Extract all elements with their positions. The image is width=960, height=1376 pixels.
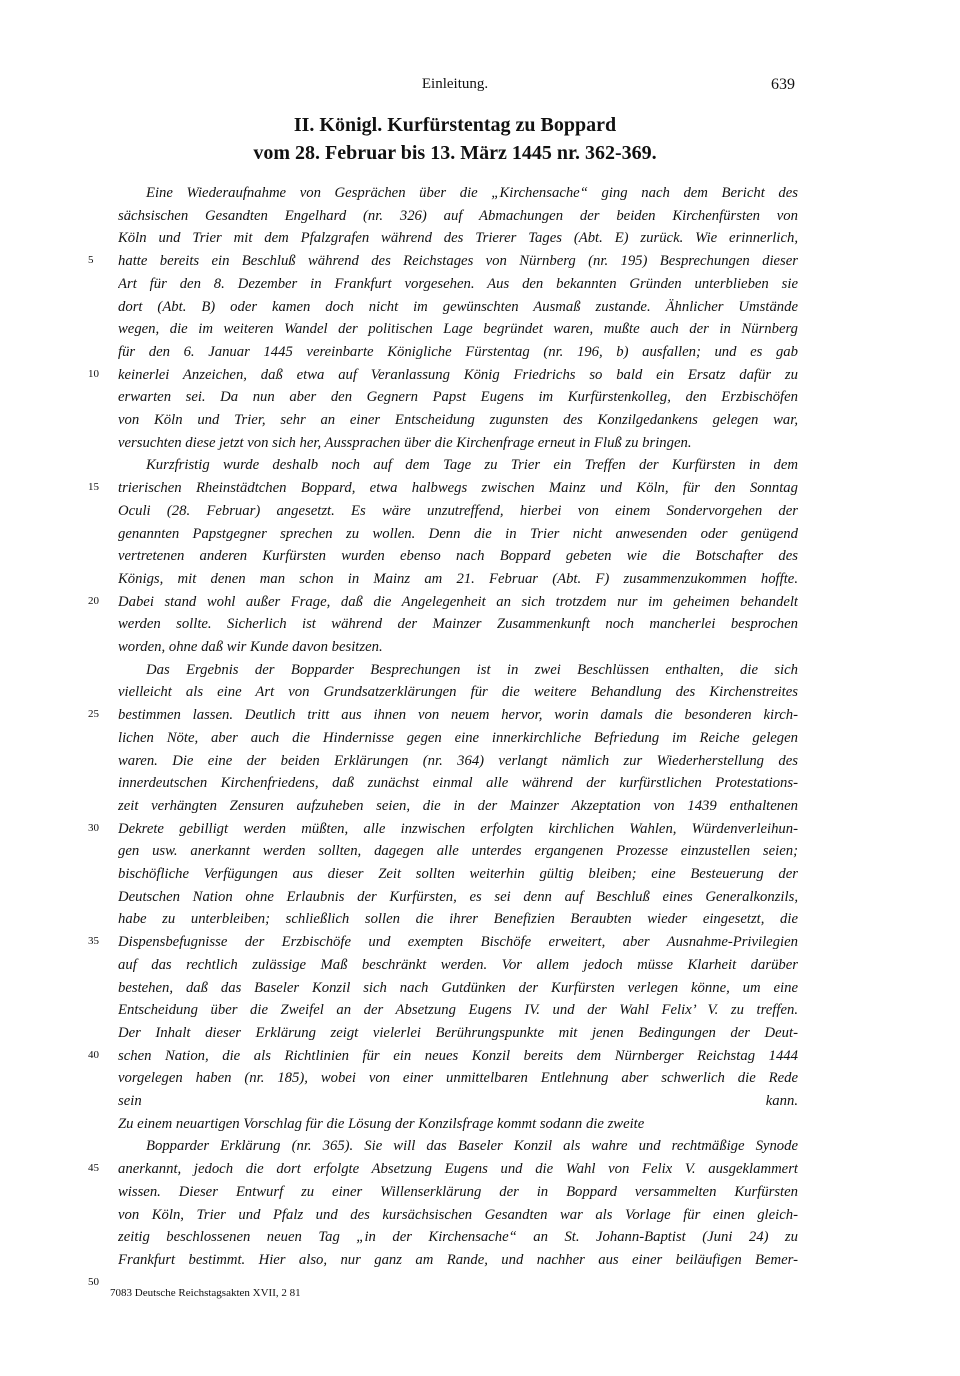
line-number: 10: [88, 367, 99, 380]
line-number: 20: [88, 594, 99, 607]
text-line: Das Ergebnis der Bopparder Besprechungen ist in zwei Beschlüssen enthalten, die sich: [146, 661, 798, 678]
text-line: Köln und Trier mit dem Pfalzgrafen während des Trierer Tages (Abt. E) zurück. Wie erinnerlich,: [118, 230, 798, 247]
text-line: hatte bereits ein Beschluß während des Reichstages von Nürnberg (nr. 195) Besprechungen dieser: [118, 253, 798, 270]
line-number: 45: [88, 1162, 99, 1175]
line-number: 30: [88, 821, 99, 834]
text-line: worden, ohne daß wir Kunde davon besitzen.: [118, 639, 383, 655]
text-line: zeitig beschlossenen neuen Tag „in der Kirchensache“ an St. Johann-Baptist (Juni 24) zu: [118, 1229, 798, 1246]
text-line: wissen. Dieser Entwurf zu einer Willenserklärung der in Boppard versammelten Kurfürsten: [118, 1183, 798, 1200]
text-line: Entscheidung über die Zweifel an der Absetzung Eugens IV. und der Wahl Felix’ V. zu treffen.: [118, 1002, 798, 1019]
text-line: genannten Papstgegner sprechen zu wollen. Denn die in Trier nicht anwesenden oder genügend: [118, 525, 798, 542]
section-heading: II. Königl. Kurfürstentag zu Boppard: [293, 114, 617, 136]
text-line: gen usw. anerkannt werden sollten, dagegen alle unterdes ergangenen Prozesse einzustellen seien;: [118, 843, 798, 860]
text-line: Oculi (28. Februar) angesetzt. Es wäre unzutreffend, hierbei von einem Sondervorgehen der: [118, 502, 798, 519]
text-line: auf das rechtlich zulässige Maß beschränkt werden. Vor allem jedoch müsse Klarheit darüber: [118, 956, 798, 973]
text-line: Dispensbefugnisse der Erzbischöfe und exempten Bischöfe erweitert, aber Ausnahme-Privilegien: [118, 934, 798, 951]
text-line: Frankfurt bestimmt. Hier also, nur ganz am Rande, und nachher aus einer beiläufigen Bemer-: [118, 1251, 798, 1268]
text-line: zeit verhängten Zensuren aufzuheben seien, die in der Mainzer Akzeptation von 1439 enthaltenen: [118, 797, 798, 814]
text-line: Zu einem neuartigen Vorschlag für die Lösung der Konzilsfrage kommt sodann die zweite: [118, 1115, 645, 1132]
line-number: 25: [88, 708, 99, 721]
text-line: schen Nation, die als Richtlinien für ein neues Konzil bereits dem Nürnberger Reichstag 1444: [118, 1047, 798, 1064]
text-line: waren. Die eine der beiden Erklärungen (nr. 364) verlangt nämlich zur Wiederherstellung des: [118, 752, 798, 769]
text-line: wegen, die im weiteren Wandel der politischen Lage begründet waren, mußte auch der in Nürnberg: [118, 321, 798, 338]
text-line: lichen Nöte, aber auch die Hindernisse gegen eine innerkirchliche Befriedung im Reiche gelegen: [118, 729, 798, 746]
text-line: versuchten diese jetzt von sich her, Aussprachen über die Kirchenfrage erneut in Fluß zu bringen.: [118, 434, 692, 451]
text-line: Deutschen Nation ohne Erlaubnis der Kurfürsten, es sei denn auf Beschluß eines Generalkonzils,: [118, 888, 798, 905]
text-line: vielleicht als eine Art von Grundsatzerklärungen für die weitere Behandlung des Kirchenstreites: [118, 684, 798, 701]
text-line: habe zu unterbleiben; schließlich sollen die ihrer Benefizien Beraubten wieder eingesetzt, die: [118, 911, 798, 928]
text-line: bestehen, daß das Baseler Konzil sich nach Gutdünken der Kurfürsten verlegen könne, um eine: [118, 979, 798, 996]
text-line: sächsischen Gesandten Engelhard (nr. 326) auf Abmachungen der beiden Kirchenfürsten von: [118, 207, 798, 224]
text-line: Dekrete gebilligt werden müßten, alle inzwischen erfolgten kirchlichen Wahlen, Würdenverleihun-: [118, 820, 798, 837]
text-line: Der Inhalt dieser Erklärung zeigt vielerlei Berührungspunkte mit jenen Bedingungen der Deut-: [118, 1024, 798, 1041]
text-line: bischöfliche Verfügungen aus dieser Zeit sollten weiterhin gültig bleiben; eine Besteuerung der: [118, 866, 798, 882]
line-number: 15: [88, 481, 99, 494]
text-line: bestimmen lassen. Deutlich tritt aus ihnen von neuem hervor, worin damals die besonderen kirch-: [118, 707, 798, 724]
text-line: erwarten sei. Da nun aber den Gegnern Papst Eugens im Kurfürstenkolleg, den Erzbischöfen: [118, 389, 798, 406]
text-line: Königs, mit denen man schon in Mainz am 21. Februar (Abt. F) zusammenzukommen hoffte.: [118, 570, 798, 587]
line-number: 5: [88, 254, 94, 267]
page-footer: 7083 Deutsche Reichstagsakten XVII, 2 81: [110, 1287, 301, 1299]
line-number: 50: [88, 1275, 99, 1288]
text-line: Art für den 8. Dezember in Frankfurt vorgesehen. Aus den bekannten Gründen unterblieben sie: [118, 275, 798, 292]
text-line: für den 6. Januar 1445 vereinbarte Königliche Fürstentag (nr. 196, b) ausfallen; und es gab: [118, 343, 798, 360]
text-line: Dabei stand wohl außer Frage, daß die Angelegenheit an sich trotzdem nur im geheimen behandelt: [118, 593, 798, 610]
text-line: dort (Abt. B) oder kamen doch nicht im gewünschten Ausmaß zustande. Ähnlicher Umstände: [118, 298, 798, 315]
text-line: vorgelegen haben (nr. 185), wobei von einer unmittelbaren Entlehnung aber schwerlich die Rede: [118, 1070, 798, 1087]
text-line: von Köln, Trier und Pfalz und des kursächsischen Gesandten war als Vorlage für einen gleich-: [118, 1206, 798, 1223]
page-number: 639: [771, 76, 795, 93]
text-line: werden sollte. Sicherlich ist während der Mainzer Zusammenkunft noch mancherlei besprochen: [118, 616, 798, 633]
line-number: 35: [88, 935, 99, 948]
text-line: keinerlei Anzeichen, daß etwa auf Veranlassung König Friedrichs so bald ein Ersatz dafür zu: [118, 366, 798, 383]
text-line: innerdeutschen Kirchenfriedens, daß zunächst einmal alle während der kurfürstlichen Protestations-: [118, 775, 798, 792]
text-line: Kurzfristig wurde deshalb noch auf dem Tage zu Trier ein Treffen der Kurfürsten in dem: [146, 457, 798, 474]
running-head-title: Einleitung.: [421, 76, 489, 92]
line-number: 40: [88, 1048, 99, 1061]
text-line: Bopparder Erklärung (nr. 365). Sie will das Baseler Konzil als wahre und rechtmäßige Synode: [146, 1138, 798, 1155]
text-line: trierischen Rheinstädtchen Boppard, etwa halbwegs zwischen Mainz und Köln, für den Sonntag: [118, 480, 798, 497]
text-line: Eine Wiederaufnahme von Gesprächen über die „Kirchensache“ ging nach dem Bericht des: [146, 185, 798, 201]
running-head: [0, 76, 960, 98]
text-line: anerkannt, jedoch die dort erfolgte Absetzung Eugens und die Wahl von Felix V. ausgeklammert: [118, 1161, 798, 1178]
text-line: sein kann.: [118, 1093, 798, 1109]
section-subheading: vom 28. Februar bis 13. März 1445 nr. 362-369.: [253, 142, 657, 164]
text-line: vertretenen anderen Kurfürsten wurden ebenso nach Boppard gebeten wie die Botschafter des: [118, 548, 798, 565]
text-line: von Köln und Trier, sehr an einer Entscheidung zugunsten des Konzilgedankens gelegen war,: [118, 412, 798, 428]
